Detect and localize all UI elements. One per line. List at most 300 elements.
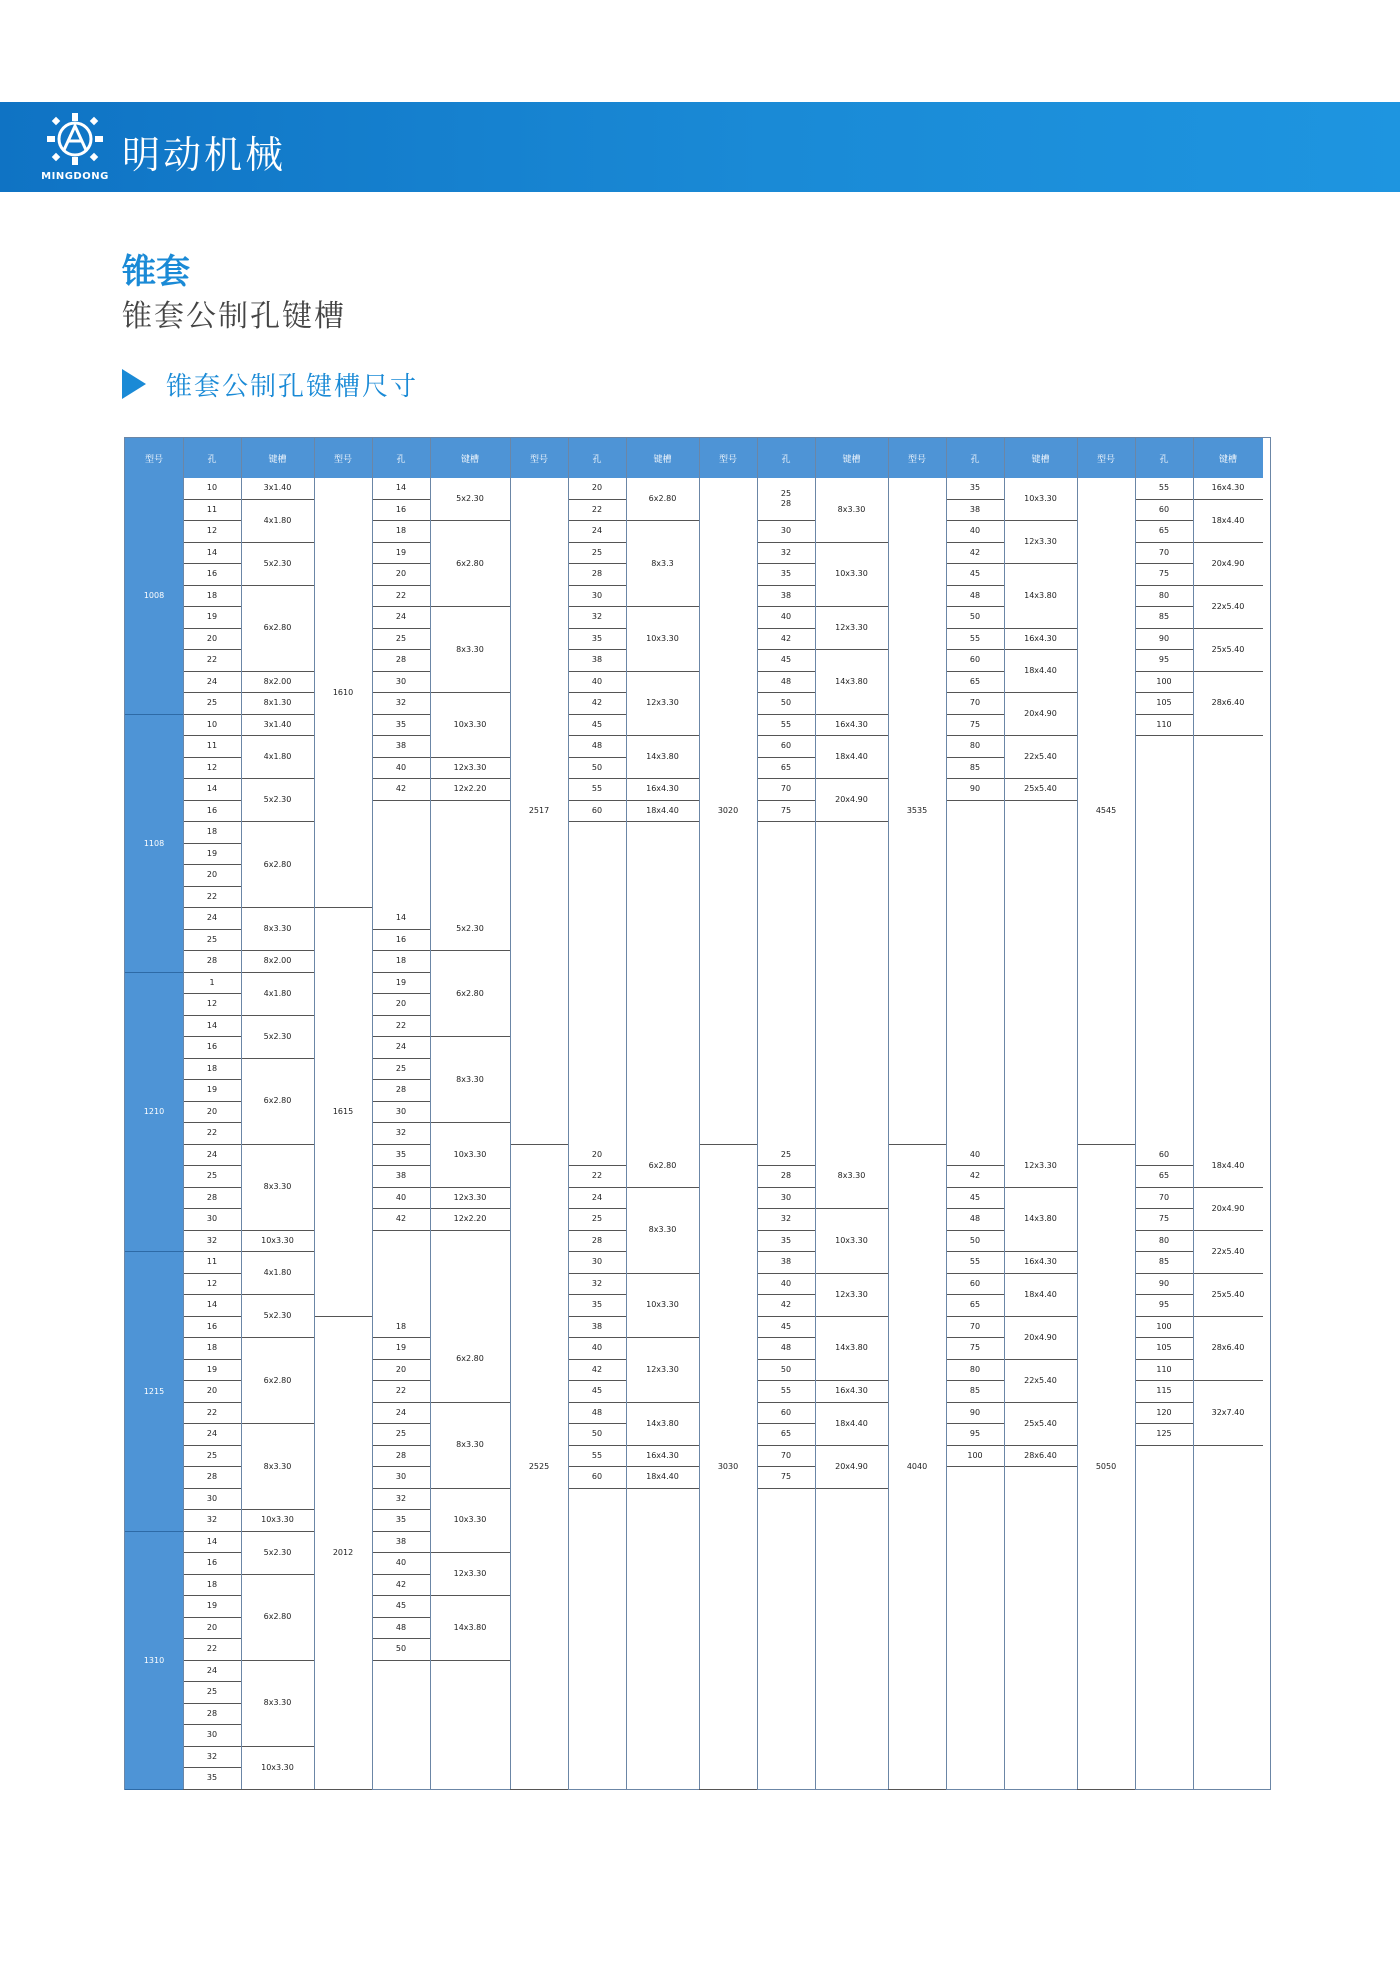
bore-cell: 60 [1135,1145,1193,1167]
keyway-cell: 25x5.40 [1004,1403,1077,1446]
triangle-right-icon [122,369,146,399]
keyway-cell: 8x3.30 [815,478,888,543]
column-divider [372,438,373,1789]
bore-cell: 60 [946,1274,1004,1296]
column-divider [1193,438,1194,1789]
column-header: 孔 [757,438,815,478]
bore-cell: 16 [183,801,241,823]
bore-cell: 115 [1135,1381,1193,1403]
bore-cell: 18 [183,822,241,844]
bore-cell: 45 [568,715,626,737]
bore-cell: 25 [183,1446,241,1468]
bore-cell: 25 [568,543,626,565]
bore-cell: 120 [1135,1403,1193,1425]
bore-cell: 42 [372,1575,430,1597]
bore-cell: 22 [183,887,241,909]
bore-cell: 38 [757,1252,815,1274]
bore-cell: 55 [757,1381,815,1403]
bore-cell: 60 [1135,500,1193,522]
bore-cell: 48 [946,586,1004,608]
bore-cell: 38 [372,736,430,758]
column-header: 孔 [946,438,1004,478]
bore-cell: 24 [568,521,626,543]
keyway-cell: 10x3.30 [1004,478,1077,521]
bore-cell: 28 [372,650,430,672]
bore-cell: 50 [568,1424,626,1446]
column-header: 孔 [183,438,241,478]
bore-cell: 24 [183,1661,241,1683]
bore-cell: 28 [757,1166,815,1188]
keyway-cell: 12x3.30 [626,1338,699,1403]
keyway-cell: 6x2.80 [626,1145,699,1188]
bore-cell: 30 [183,1725,241,1747]
bore-cell: 42 [568,693,626,715]
keyway-cell: 18x4.40 [626,801,699,823]
bore-cell: 22 [372,1381,430,1403]
keyway-cell: 10x3.30 [241,1747,314,1790]
bore-cell: 70 [946,693,1004,715]
keyway-cell: 6x2.80 [241,1059,314,1145]
model-cell: 2517 [510,478,568,1145]
bore-cell: 105 [1135,1338,1193,1360]
bore-cell: 20 [183,629,241,651]
bore-cell: 75 [1135,1209,1193,1231]
bore-cell: 80 [1135,586,1193,608]
bore-cell: 18 [372,521,430,543]
keyway-cell: 8x3.30 [241,1424,314,1510]
keyway-cell: 20x4.90 [1193,543,1263,586]
bore-cell: 90 [1135,1274,1193,1296]
bore-cell: 12 [183,1274,241,1296]
keyway-cell: 5x2.30 [241,1532,314,1575]
keyway-cell: 5x2.30 [430,478,510,521]
bore-cell: 45 [568,1381,626,1403]
bore-cell: 60 [568,801,626,823]
model-cell: 4040 [888,1145,946,1790]
bore-cell: 45 [757,1317,815,1339]
bore-cell: 45 [946,1188,1004,1210]
keyway-cell: 22x5.40 [1004,1360,1077,1403]
column-divider [1004,438,1005,1789]
bore-cell: 22 [183,1403,241,1425]
bore-cell: 16 [183,1553,241,1575]
bore-cell: 22 [568,500,626,522]
bore-cell: 25 [372,629,430,651]
keyway-cell: 8x3.30 [241,1661,314,1747]
bore-cell: 55 [757,715,815,737]
bore-cell: 65 [1135,521,1193,543]
bore-cell: 32 [757,543,815,565]
column-divider [888,438,889,1789]
bore-cell: 25 [372,1424,430,1446]
bore-cell: 85 [946,1381,1004,1403]
bore-cell: 28 [183,1467,241,1489]
bore-cell: 19 [183,1080,241,1102]
keyway-cell: 14x3.80 [815,650,888,715]
bore-cell: 65 [757,1424,815,1446]
keyway-cell: 20x4.90 [815,779,888,822]
keyway-cell: 10x3.30 [241,1231,314,1253]
bore-cell: 25 [372,1059,430,1081]
bore-cell: 30 [568,586,626,608]
bore-cell: 42 [372,1209,430,1231]
keyway-cell: 8x3.30 [430,1403,510,1489]
bore-cell: 14 [183,1016,241,1038]
bore-cell: 28 [183,1188,241,1210]
bore-cell: 32 [372,1489,430,1511]
bore-cell: 18 [183,586,241,608]
bore-cell: 20 [183,1102,241,1124]
page-subtitle: 锥套公制孔键槽 [122,299,346,334]
keyway-cell: 12x3.30 [815,1274,888,1317]
keyway-cell: 18x4.40 [1004,1274,1077,1317]
bore-cell: 60 [568,1467,626,1489]
bore-cell: 19 [183,844,241,866]
keyway-cell: 28x6.40 [1193,672,1263,737]
bore-cell: 100 [1135,1317,1193,1339]
bore-cell: 35 [568,629,626,651]
column-divider [699,438,700,1789]
bore-cell: 40 [372,1188,430,1210]
keyway-cell: 4x1.80 [241,736,314,779]
bore-cell: 60 [757,736,815,758]
keyway-cell: 20x4.90 [1193,1188,1263,1231]
bore-cell: 24 [183,1145,241,1167]
bore-cell: 85 [946,758,1004,780]
bore-cell: 14 [183,1295,241,1317]
keyway-cell: 8x3.30 [815,1145,888,1210]
bore-cell: 20 [372,564,430,586]
bore-cell: 42 [757,629,815,651]
bore-cell: 19 [183,1360,241,1382]
model-cell: 3535 [888,478,946,1145]
bore-cell: 30 [183,1209,241,1231]
bore-cell: 24 [183,908,241,930]
bore-cell: 95 [1135,650,1193,672]
bore-cell: 50 [946,1231,1004,1253]
bore-cell: 100 [946,1446,1004,1468]
bore-cell: 16 [183,564,241,586]
bore-cell: 45 [946,564,1004,586]
header-bar [0,102,1400,192]
column-header: 型号 [888,438,946,478]
column-header: 型号 [699,438,757,478]
model-cell: 1215 [125,1252,183,1532]
keyway-cell: 28x6.40 [1193,1317,1263,1382]
keyway-cell: 12x3.30 [430,1188,510,1210]
keyway-cell: 12x3.30 [1004,1145,1077,1188]
bore-cell: 30 [757,521,815,543]
keyway-cell: 6x2.80 [241,822,314,908]
bore-cell: 55 [946,629,1004,651]
bore-cell: 110 [1135,715,1193,737]
bore-cell: 30 [372,1102,430,1124]
bore-cell: 38 [946,500,1004,522]
bore-cell: 18 [183,1338,241,1360]
bore-cell: 60 [757,1403,815,1425]
bore-cell: 38 [568,1317,626,1339]
bore-cell: 50 [757,693,815,715]
bore-cell: 75 [757,801,815,823]
bore-cell: 25 [183,1166,241,1188]
keyway-cell: 4x1.80 [241,500,314,543]
bore-cell: 30 [183,1489,241,1511]
bore-cell: 19 [372,543,430,565]
bore-cell: 19 [183,607,241,629]
keyway-cell: 6x2.80 [626,478,699,521]
bore-cell: 42 [946,1166,1004,1188]
bore-cell: 14 [183,779,241,801]
bore-cell: 28 [372,1080,430,1102]
bore-cell: 18 [372,951,430,973]
keyway-cell: 8x3.3 [626,521,699,607]
bore-cell: 85 [1135,1252,1193,1274]
bore-cell: 90 [946,779,1004,801]
keyway-cell: 16x4.30 [815,1381,888,1403]
bore-cell: 38 [568,650,626,672]
keyway-cell: 16x4.30 [1004,1252,1077,1274]
column-divider [757,438,758,1789]
bore-cell: 35 [183,1768,241,1790]
keyway-cell: 6x2.80 [430,951,510,1037]
bore-cell: 12 [183,994,241,1016]
bore-cell: 55 [568,779,626,801]
keyway-cell: 12x2.20 [430,1209,510,1231]
bore-cell: 65 [946,672,1004,694]
bore-cell: 1 [183,973,241,995]
bore-cell: 11 [183,1252,241,1274]
column-header: 键槽 [815,438,888,478]
keyway-cell: 25x5.40 [1004,779,1077,801]
bore-cell: 20 [372,994,430,1016]
keyway-cell: 8x3.30 [430,607,510,693]
brand-logo[interactable] [34,110,116,184]
keyway-cell: 12x3.30 [430,1553,510,1596]
bore-cell: 80 [1135,1231,1193,1253]
bore-cell: 70 [946,1317,1004,1339]
keyway-cell: 5x2.30 [430,908,510,951]
bore-cell: 18 [372,1317,430,1339]
bore-cell: 40 [757,607,815,629]
column-divider [626,438,627,1789]
keyway-cell: 14x3.80 [1004,564,1077,629]
keyway-cell: 8x2.00 [241,672,314,694]
bore-cell: 11 [183,736,241,758]
bore-cell: 42 [372,779,430,801]
bore-cell: 35 [757,564,815,586]
bore-cell: 12 [183,521,241,543]
bore-cell: 16 [372,500,430,522]
keyway-cell: 5x2.30 [241,543,314,586]
bore-cell: 42 [568,1360,626,1382]
bore-cell: 40 [372,758,430,780]
bore-cell: 19 [183,1596,241,1618]
bore-cell: 25 28 [757,478,815,521]
bore-cell: 16 [183,1317,241,1339]
bore-cell: 48 [568,736,626,758]
keyway-cell: 16x4.30 [815,715,888,737]
bore-cell: 10 [183,715,241,737]
bore-cell: 38 [757,586,815,608]
model-cell: 2012 [314,1317,372,1790]
bore-cell: 20 [568,1145,626,1167]
column-divider [241,438,242,1789]
bore-cell: 14 [183,543,241,565]
model-cell: 2525 [510,1145,568,1790]
bore-cell: 24 [183,672,241,694]
keyway-cell: 18x4.40 [815,736,888,779]
bore-cell: 42 [946,543,1004,565]
bore-cell: 20 [183,865,241,887]
keyway-cell: 6x2.80 [241,586,314,672]
bore-cell: 70 [1135,1188,1193,1210]
bore-cell: 28 [568,564,626,586]
keyway-cell: 18x4.40 [1193,500,1263,543]
model-cell: 1210 [125,973,183,1253]
column-divider [1135,438,1136,1789]
bore-cell: 65 [757,758,815,780]
keyway-cell: 8x1.30 [241,693,314,715]
keyway-cell: 8x3.30 [241,1145,314,1231]
column-header: 键槽 [1004,438,1077,478]
page-title: 锥套 [122,252,190,292]
keyway-cell: 18x4.40 [1193,1145,1263,1188]
bore-cell: 25 [183,693,241,715]
keyway-cell: 16x4.30 [626,1446,699,1468]
column-header: 型号 [510,438,568,478]
bore-cell: 100 [1135,672,1193,694]
bore-cell: 22 [372,586,430,608]
column-divider [1077,438,1078,1789]
bore-cell: 48 [757,1338,815,1360]
model-cell: 1310 [125,1532,183,1790]
bore-cell: 24 [372,1403,430,1425]
bore-cell: 40 [568,1338,626,1360]
bore-cell: 20 [183,1618,241,1640]
column-divider [183,438,184,1789]
keyway-cell: 28x6.40 [1004,1446,1077,1468]
keyway-cell: 14x3.80 [1004,1188,1077,1253]
bore-cell: 32 [757,1209,815,1231]
bore-cell: 105 [1135,693,1193,715]
bore-cell: 80 [946,736,1004,758]
bore-cell: 50 [372,1639,430,1661]
column-header: 键槽 [626,438,699,478]
model-cell: 3030 [699,1145,757,1790]
bore-cell: 48 [372,1618,430,1640]
bore-cell: 55 [1135,478,1193,500]
bore-cell: 22 [183,1639,241,1661]
bore-cell: 60 [946,650,1004,672]
column-divider [568,438,569,1789]
keyway-cell: 4x1.80 [241,1252,314,1295]
column-header: 键槽 [430,438,510,478]
keyway-cell: 18x4.40 [815,1403,888,1446]
brand-name: 明动机械 [122,133,287,177]
model-cell: 1108 [125,715,183,973]
bore-cell: 90 [1135,629,1193,651]
bore-cell: 40 [568,672,626,694]
bore-cell: 65 [946,1295,1004,1317]
column-header: 型号 [125,438,183,478]
keyway-cell: 12x3.30 [1004,521,1077,564]
bore-cell: 18 [183,1059,241,1081]
keyway-cell: 14x3.80 [815,1317,888,1382]
keyway-cell: 22x5.40 [1193,586,1263,629]
bore-cell: 55 [568,1446,626,1468]
bore-cell: 20 [568,478,626,500]
keyway-cell: 22x5.40 [1193,1231,1263,1274]
bore-cell: 22 [568,1166,626,1188]
bore-cell: 110 [1135,1360,1193,1382]
keyway-cell: 8x3.30 [430,1037,510,1123]
bore-cell: 40 [372,1553,430,1575]
column-header: 键槽 [241,438,314,478]
keyway-cell: 10x3.30 [815,1209,888,1274]
keyway-cell: 25x5.40 [1193,1274,1263,1317]
bore-cell: 25 [183,930,241,952]
bore-cell: 28 [183,951,241,973]
column-header: 孔 [1135,438,1193,478]
keyway-cell: 5x2.30 [241,1016,314,1059]
model-cell: 4545 [1077,478,1135,1145]
bore-cell: 70 [757,1446,815,1468]
bore-cell: 32 [372,693,430,715]
bore-cell: 12 [183,758,241,780]
bore-cell: 24 [568,1188,626,1210]
bore-cell: 50 [946,607,1004,629]
keyway-cell: 12x3.30 [815,607,888,650]
bore-cell: 75 [1135,564,1193,586]
bore-cell: 32 [183,1747,241,1769]
bore-cell: 25 [568,1209,626,1231]
bore-cell: 24 [372,607,430,629]
bore-cell: 18 [183,1575,241,1597]
bore-cell: 30 [568,1252,626,1274]
column-header: 键槽 [1193,438,1263,478]
bore-cell: 70 [1135,543,1193,565]
bore-cell: 24 [372,1037,430,1059]
bore-cell: 32 [372,1123,430,1145]
bore-cell: 20 [372,1360,430,1382]
bore-cell: 28 [372,1446,430,1468]
keyway-cell: 12x2.20 [430,779,510,801]
bore-cell: 48 [568,1403,626,1425]
keyway-cell: 22x5.40 [1004,736,1077,779]
keyway-cell: 16x4.30 [1004,629,1077,651]
keyway-cell: 32x7.40 [1193,1381,1263,1446]
bore-cell: 24 [183,1424,241,1446]
keyway-cell: 20x4.90 [1004,693,1077,736]
keyway-cell: 5x2.30 [241,1295,314,1338]
keyway-cell: 6x2.80 [241,1575,314,1661]
keyway-cell: 8x3.30 [241,908,314,951]
keyway-cell: 3x1.40 [241,478,314,500]
bore-cell: 32 [183,1510,241,1532]
bore-cell: 50 [757,1360,815,1382]
keyway-cell: 12x3.30 [626,672,699,737]
keyway-cell: 5x2.30 [241,779,314,822]
model-cell: 1610 [314,478,372,908]
bore-cell: 125 [1135,1424,1193,1446]
bore-cell: 85 [1135,607,1193,629]
keyway-spec-table [124,437,1271,1790]
bore-cell: 30 [372,672,430,694]
model-cell: 1008 [125,478,183,715]
keyway-cell: 6x2.80 [430,1317,510,1403]
bore-cell: 32 [568,607,626,629]
bore-cell: 14 [372,908,430,930]
